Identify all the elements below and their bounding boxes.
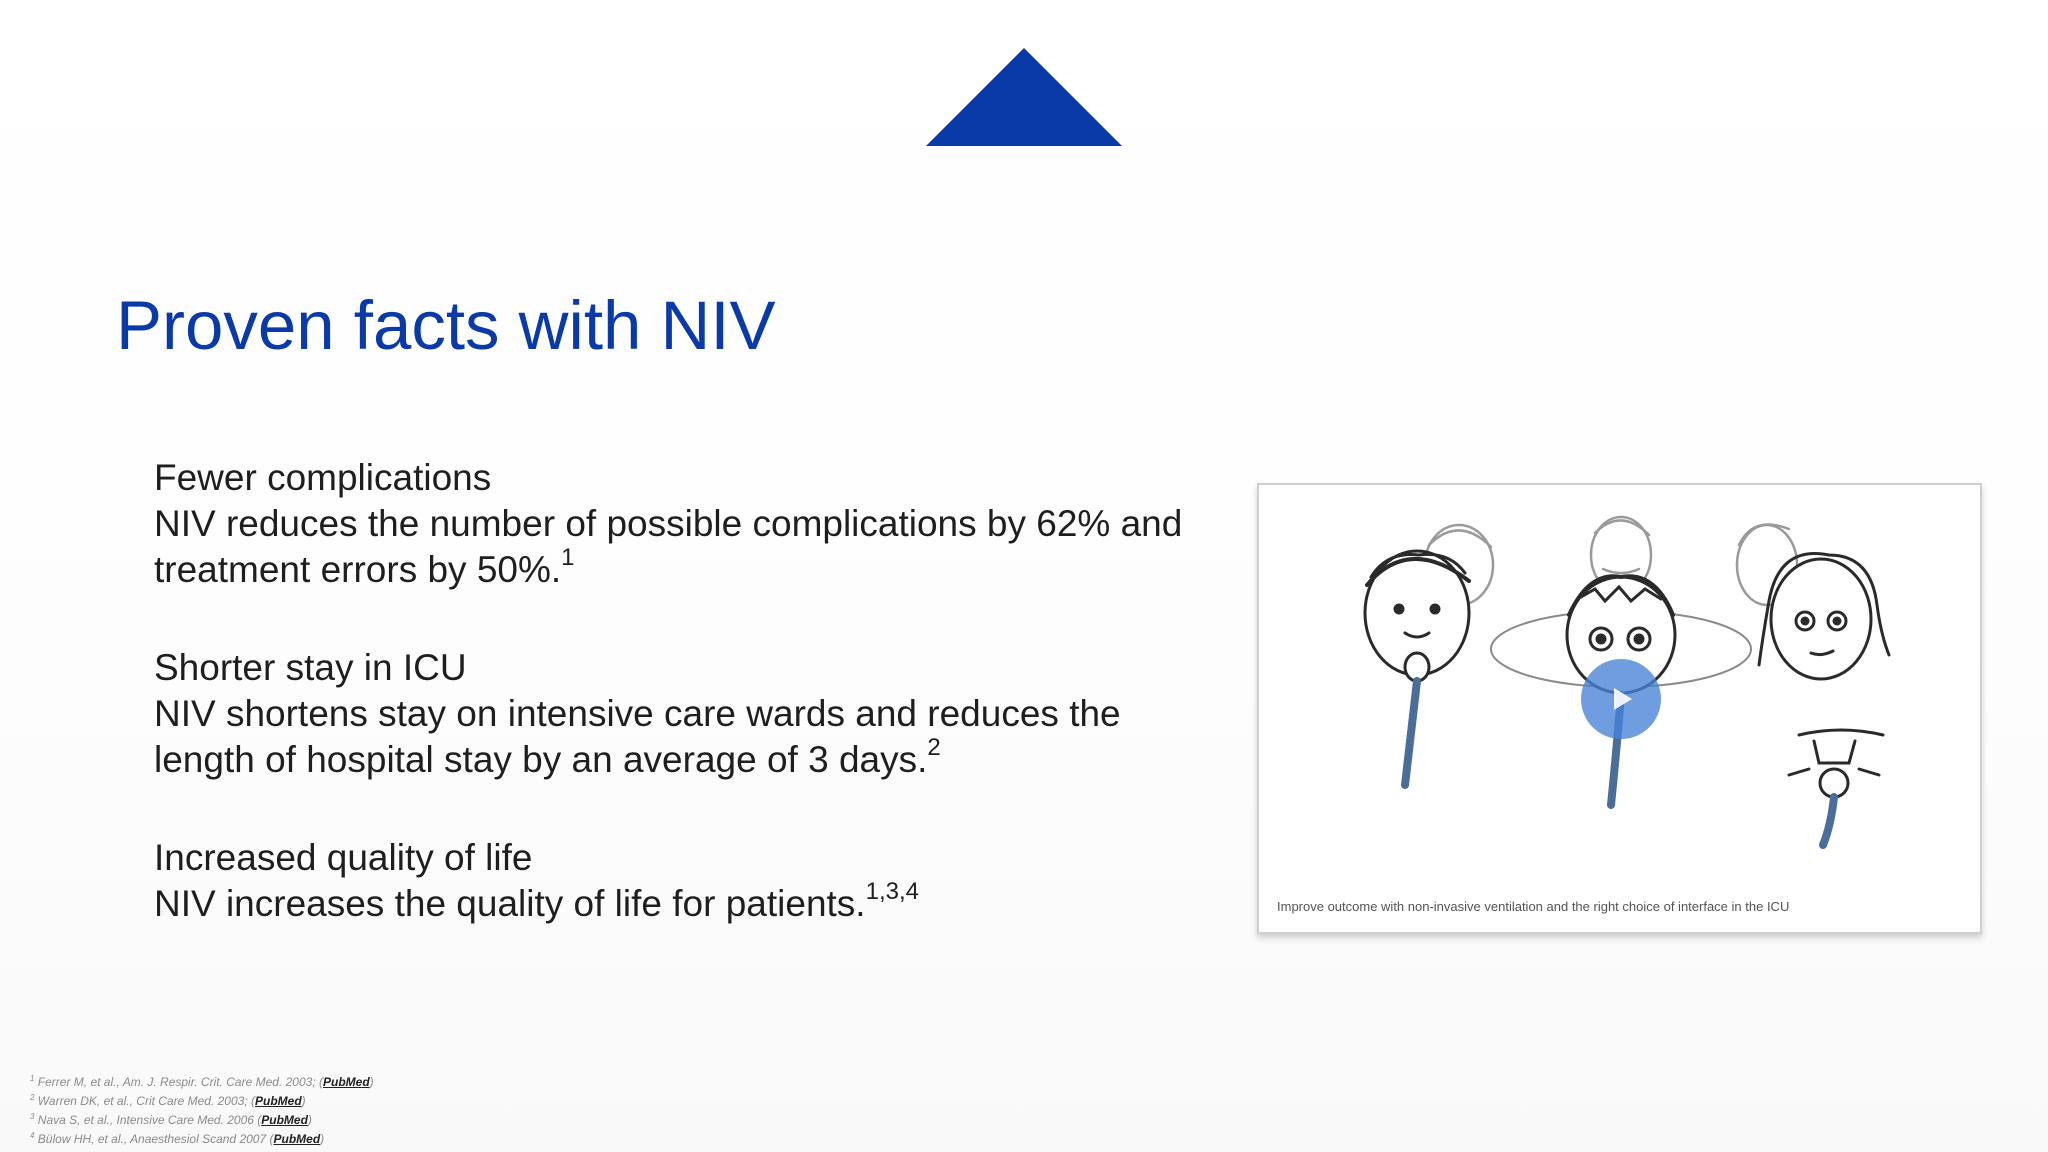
fact-body: [154, 877, 1214, 927]
facts-list: [154, 455, 1214, 979]
fact-item: [154, 645, 1214, 783]
footnote: [30, 1071, 374, 1090]
footnote-text: Nava S, et al., Intensive Care Med. 2006 (: [37, 1113, 262, 1127]
footnote: [30, 1109, 374, 1128]
fact-reference: 1,3,4: [865, 877, 919, 905]
fact-text: NIV shortens stay on intensive care wards and reduces the length of hospital stay by an average of 3 days.: [154, 693, 1121, 780]
pubmed-link[interactable]: PubMed: [273, 1132, 321, 1146]
fact-text: NIV reduces the number of possible complications by 62% and treatment errors by 50%.: [154, 503, 1183, 590]
pubmed-link[interactable]: PubMed: [261, 1113, 308, 1127]
fact-item: [154, 835, 1214, 927]
pubmed-link[interactable]: PubMed: [322, 1075, 370, 1089]
fact-item: [154, 455, 1214, 593]
fact-heading: Shorter stay in ICU: [154, 647, 467, 688]
page-title: Proven facts with NIV: [116, 287, 776, 364]
pubmed-link[interactable]: PubMed: [255, 1094, 302, 1108]
footnote-number: 1: [30, 1074, 35, 1083]
footnote-close: ): [369, 1075, 374, 1089]
fact-body: [154, 691, 1214, 783]
logo-triangle-icon: [926, 48, 1122, 146]
footnote-text: Warren DK, et al., Crit Care Med. 2003; (: [37, 1094, 255, 1108]
fact-body: [154, 501, 1214, 593]
footnote-number: 2: [30, 1093, 35, 1102]
fact-reference: 2: [927, 733, 941, 761]
footnote-text: Bülow HH, et al., Anaesthesiol Scand 2007 (: [37, 1132, 274, 1146]
footnotes: [30, 1071, 374, 1147]
play-icon: [1604, 682, 1638, 716]
footnote-close: ): [320, 1132, 325, 1146]
footnote: [30, 1090, 374, 1109]
footnote-number: 3: [30, 1112, 35, 1121]
video-caption: Improve outcome with non-invasive ventilation and the right choice of interface in the ICU: [1277, 899, 1790, 914]
fact-reference: 1: [561, 543, 575, 571]
footnote-close: ): [307, 1113, 312, 1127]
fact-heading: Increased quality of life: [154, 837, 533, 878]
video-player[interactable]: [1257, 483, 1982, 934]
footnote-text: Ferrer M, et al., Am. J. Respir. Crit. Care Med. 2003; (: [37, 1075, 323, 1089]
fact-heading: Fewer complications: [154, 457, 492, 498]
fact-text: NIV increases the quality of life for patients.: [154, 883, 866, 924]
footnote-close: ): [301, 1094, 306, 1108]
footnote-number: 4: [30, 1131, 35, 1140]
footnote: [30, 1128, 374, 1147]
play-button[interactable]: [1581, 659, 1661, 739]
